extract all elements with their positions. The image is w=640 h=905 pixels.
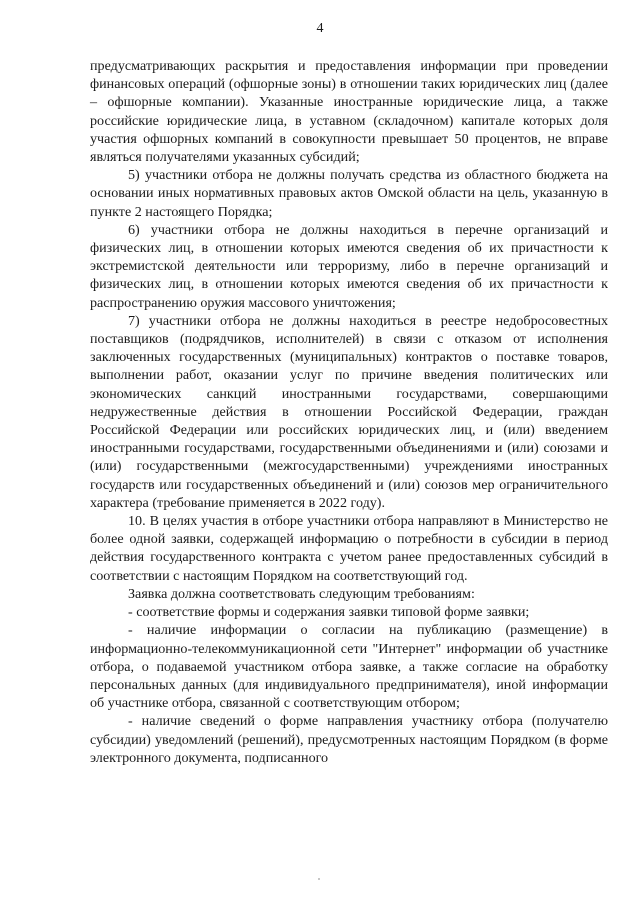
list-item-publication-consent: - наличие информации о согласии на публикацию (размещение) в информационно-телекоммуникационной сети "Интернет" информации об участнике отбора, о подаваемой участником отбора заявке, а также согласие на обработку персональных данных (для индивидуального предпринимателя), иной информации об участнике отбора, связанной с соответствующим отбором; — [90, 622, 608, 712]
paragraph-item-5: 5) участники отбора не должны получать средства из областного бюджета на основании иных нормативных правовых актов Омской области на цель, указанную в пункте 2 настоящего Порядка; — [90, 167, 608, 220]
document-body — [90, 57, 608, 767]
paragraph-section-10: 10. В целях участия в отборе участники отбора направляют в Министерство не более одной заявки, содержащей информацию о потребности в субсидии в период действия государственного контракта с учетом ранее предоставленных субсидий в соответствии с настоящим Порядком на соответствующий год. — [90, 513, 608, 584]
list-item-notification-form: - наличие сведений о форме направления участнику отбора (получателю субсидии) уведомлений (решений), предусмотренных настоящим Порядком (в форме электронного документа, подписанного — [90, 713, 608, 766]
page-number: 4 — [316, 21, 324, 36]
paragraph-item-6: 6) участники отбора не должны находиться в перечне организаций и физических лиц, в отношении которых имеются сведения об их причастности к экстремистской деятельности или терроризму, либо в перечне организаций и физических лиц, в отношении которых имеются сведения об их причастности к распространению оружия массового уничтожения; — [90, 221, 608, 311]
paragraph-item-7: 7) участники отбора не должны находиться в реестре недобросовестных поставщиков (подрядчиков, исполнителей) в связи с отказом от исполнения заключенных государственных (муниципальных) контрактов о поставке товаров, выполнении работ, оказании услуг по причине введения политических или экономических санкций иностранными государствами, совершающими недружественные действия в отношении Российской Федерации, граждан Российской Федерации или российских юридических лиц, и (или) введением иностранными государствами, государственными объединениями и (или) союзами и (или) государственными (межгосударственными) учреждениями иностранных государств или государственных объединений и (или) союзов мер ограничительного характера (требование применяется в 2022 году). — [90, 312, 608, 511]
paragraph-requirements-intro: Заявка должна соответствовать следующим требованиям: — [128, 585, 475, 602]
paragraph-offshore-continuation: предусматривающих раскрытия и предоставления информации при проведении финансовых операций (офшорные зоны) в отношении таких юридических лиц (далее – офшорные компании). Указанные иностранные юридические лица, а также российские юридические лица, в уставном (складочном) капитале которых доля участия офшорных компаний в совокупности превышает 50 процентов, не вправе являться получателями указанных субсидий; — [90, 58, 608, 166]
scan-speck — [318, 878, 320, 880]
list-item-form-compliance: - соответствие формы и содержания заявки типовой форме заявки; — [128, 604, 530, 621]
